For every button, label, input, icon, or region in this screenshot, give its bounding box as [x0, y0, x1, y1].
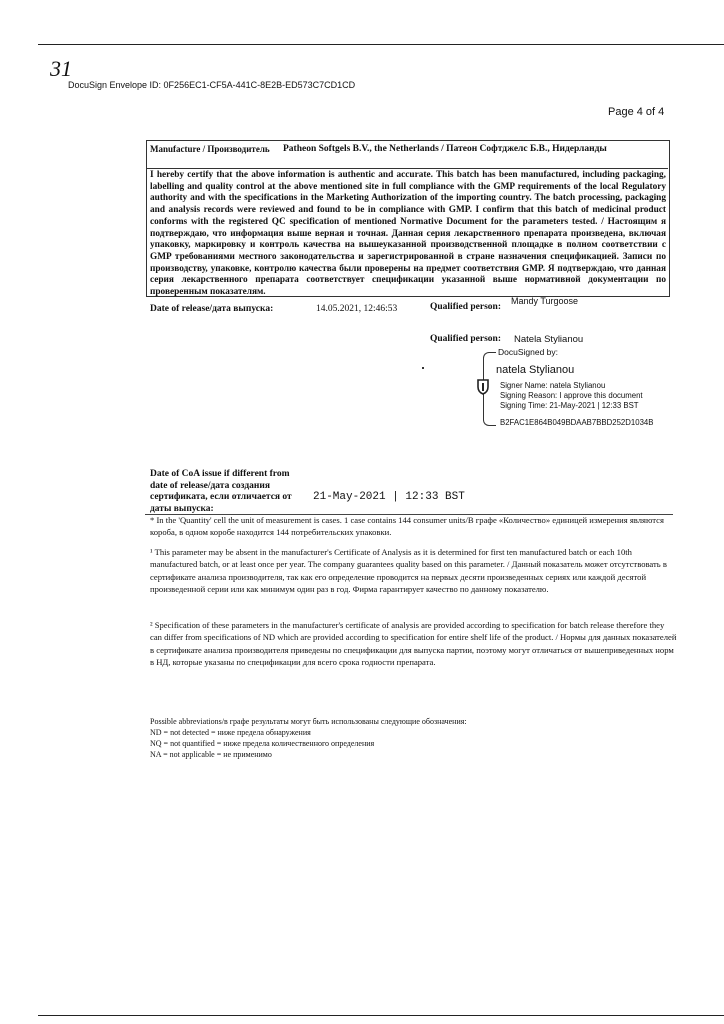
- abbr-na: NA = not applicable = не применимо: [150, 750, 272, 759]
- docusign-shield-icon: [476, 379, 490, 395]
- abbr-nq: NQ = not quantified = ниже предела количественного определения: [150, 739, 375, 748]
- docusign-signature: natela Stylianou: [496, 364, 575, 376]
- bottom-rule: [38, 1015, 724, 1016]
- docusign-signer-details: [500, 381, 643, 411]
- abbr-nd: ND = not detected = ниже предела обнаружения: [150, 728, 311, 737]
- coa-label-line: даты выпуска:: [150, 503, 214, 514]
- coa-issue-value: 21-May-2021 | 12:33 BST: [313, 491, 465, 503]
- stray-dot: [422, 367, 424, 369]
- certification-text: I hereby certify that the above information is authentic and accurate. This batch has been manufactured, including packaging, labelling and quality control at the above mentioned site in full compliance with the GMP requirements of the local Regulatory authority and with the specifications in the Marketing Authorization of the importing country. The batch processing, packaging and analysis records were reviewed and found to be in compliance with GMP. I confirm that this batch of medicinal product conforms with the registered QC specification of mentioned Normative Document for the parameters tested. / Настоящим я подтверждаю, что информация выше верная и точная. Данная серия лекарственного препарата произведена, включая упаковку, маркировку и контроль качества на вышеуказанной производственной площадке в полном соответствии с GMP требованиями местного законодательства и зарегистрированной в стране назначения спецификацией. Записи по производству, упаковке, контролю качества были проверены на предмет соответствия GMP. Я подтверждаю, что данная серия лекарственного препарата соответствует спецификации указанной выше нормативной документации по проверенным показателям.: [150, 170, 666, 298]
- signing-time: Signing Time: 21-May-2021 | 12:33 BST: [500, 401, 639, 410]
- abbreviations: [150, 716, 467, 760]
- coa-label-line: Date of CoA issue if different from: [150, 469, 290, 479]
- release-date-label: Date of release/дата выпуска:: [150, 304, 274, 314]
- quantity-note: * In the 'Quantity' cell the unit of measurement is cases. 1 case contains 144 consumer units/В графе «Количество» единицей измерения являются короба, в одном коробе находится 144 потребительских упаковки.: [150, 515, 664, 538]
- signing-reason: Signing Reason: I approve this document: [500, 391, 643, 400]
- page-number: Page 4 of 4: [608, 106, 665, 118]
- handwritten-mark: 31: [50, 56, 72, 81]
- coa-label-line: сертификата, если отличается от: [150, 492, 292, 502]
- signer-name: Signer Name: natela Stylianou: [500, 381, 606, 390]
- abbreviations-intro: Possible abbreviations/в графе результаты могут быть использованы следующие обозначения:: [150, 717, 467, 726]
- coa-issue-label: [150, 469, 292, 515]
- coa-label-line: date of release/дата создания: [150, 480, 270, 491]
- footnote-2: ² Specification of these parameters in the manufacturer's certificate of analysis are provided according to specification for batch release therefore they can differ from specifications of ND which are provided according to specification for entire shelf life of the product. / Нормы для данных показателей в сертификате анализа производителя приведены по спецификации для выпуска партии, поэтому могут отличаться от вышеприведенных норм в НД, которые указаны по спецификации для всего срока годности препарата.: [150, 620, 677, 668]
- envelope-id: DocuSign Envelope ID: 0F256EC1-CF5A-441C-8E2B-ED573C7CD1CD: [68, 80, 356, 90]
- qualified-person-2-value: Natela Stylianou: [514, 334, 584, 345]
- qualified-person-2-label: Qualified person:: [430, 334, 501, 344]
- qualified-person-label: Qualified person:: [430, 302, 501, 312]
- footnote-1: ¹ This parameter may be absent in the manufacturer's Certificate of Analysis as it is determined for first ten manufactured batch or each 10th manufactured batch, or at least once per year. The company guarantees quality based on this parameter. / Данный показатель может отсутствовать в сертификате анализа производителя, так как его определение проводится на первых десяти произведенных сериях или каждой десятой произведенной серии или как минимум один раз в год. Фирма гарантирует качество по данному показателю.: [150, 547, 667, 595]
- docusign-hash: B2FAC1E864B049BDAAB7BBD252D1034B: [500, 418, 654, 427]
- release-date-value: 14.05.2021, 12:46:53: [316, 304, 398, 314]
- manufacture-value: Patheon Softgels B.V., the Netherlands / Патеон Софтджелс Б.В., Нидерланды: [283, 144, 607, 154]
- top-rule: [38, 44, 724, 45]
- qualified-person-value: Mandy Turgoose: [511, 296, 579, 306]
- manufacture-label: Manufacture / Производитель: [150, 144, 270, 154]
- docusigned-by-label: DocuSigned by:: [498, 347, 559, 357]
